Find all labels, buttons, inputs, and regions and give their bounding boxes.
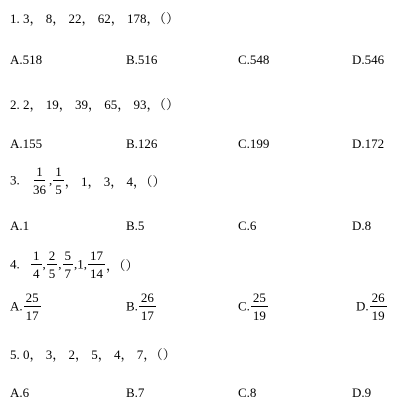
question-1-option-d: D.546 bbox=[352, 52, 385, 67]
question-5-stem: 5. 0， 3， 2， 5， 4， 7，（） bbox=[10, 347, 176, 362]
option-c-fraction: $\frac{25}{19}$ bbox=[252, 290, 266, 323]
question-4-number: 4. bbox=[10, 256, 20, 272]
question-4-stem: 4. $\frac{1}{4}$ , $\frac{2}{5}$ , $\frac{5}{7}$ ,1, $\frac{17}{14}$ ，（） bbox=[10, 248, 139, 281]
question-4-fraction-3: $\frac{5}{7}$ bbox=[64, 248, 71, 281]
question-2-stem: 2. 2， 19， 39， 65， 93，（） bbox=[10, 97, 180, 112]
question-3-option-d: D.8 bbox=[352, 218, 372, 233]
question-3-rest: ， 1， 3， 4，（） bbox=[64, 174, 166, 189]
question-3-option-a: A.1 bbox=[10, 218, 30, 233]
question-3-fraction-2: $\frac{1}{5}$ bbox=[55, 164, 62, 197]
question-4-option-a: A. $\frac{25}{17}$ bbox=[10, 290, 39, 323]
option-d-fraction: $\frac{26}{19}$ bbox=[371, 290, 385, 323]
question-2-option-c: C.199 bbox=[238, 136, 270, 151]
question-1-option-b: B.516 bbox=[126, 52, 158, 67]
question-1-stem: 1. 3， 8， 22， 62， 178，（） bbox=[10, 11, 180, 26]
question-2-option-b: B.126 bbox=[126, 136, 158, 151]
question-3-stem: 3. $\frac{1}{36}$ , $\frac{1}{5}$ ， 1， 3， 4，（） bbox=[10, 164, 166, 197]
option-a-fraction: $\frac{25}{17}$ bbox=[25, 290, 39, 323]
question-4-rest: ，（） bbox=[106, 258, 139, 273]
question-4-fraction-2: $\frac{2}{5}$ bbox=[48, 248, 56, 281]
question-1-option-c: C.548 bbox=[238, 52, 270, 67]
question-4-option-b: B. $\frac{26}{17}$ bbox=[126, 290, 154, 323]
question-4-option-c: C. $\frac{25}{19}$ bbox=[238, 290, 266, 323]
question-4-fraction-1: $\frac{1}{4}$ bbox=[33, 248, 40, 281]
question-3-number: 3. bbox=[10, 172, 20, 188]
question-4-option-d: D. $\frac{26}{19}$ bbox=[356, 290, 385, 323]
question-4-middle: 1 bbox=[77, 256, 84, 272]
question-5-option-b: B.7 bbox=[126, 385, 145, 400]
question-5-option-a: A.6 bbox=[10, 385, 30, 400]
question-2-option-a: A.155 bbox=[10, 136, 43, 151]
question-3-option-b: B.5 bbox=[126, 218, 145, 233]
question-5-option-c: C.8 bbox=[238, 385, 257, 400]
question-3-fraction-1: $\frac{1}{36}$ bbox=[33, 164, 46, 197]
option-b-fraction: $\frac{26}{17}$ bbox=[140, 290, 154, 323]
question-3-option-c: C.6 bbox=[238, 218, 257, 233]
question-1-option-a: A.518 bbox=[10, 52, 43, 67]
question-2-option-d: D.172 bbox=[352, 136, 385, 151]
question-4-fraction-4: $\frac{17}{14}$ bbox=[90, 248, 103, 281]
question-5-option-d: D.9 bbox=[352, 385, 372, 400]
